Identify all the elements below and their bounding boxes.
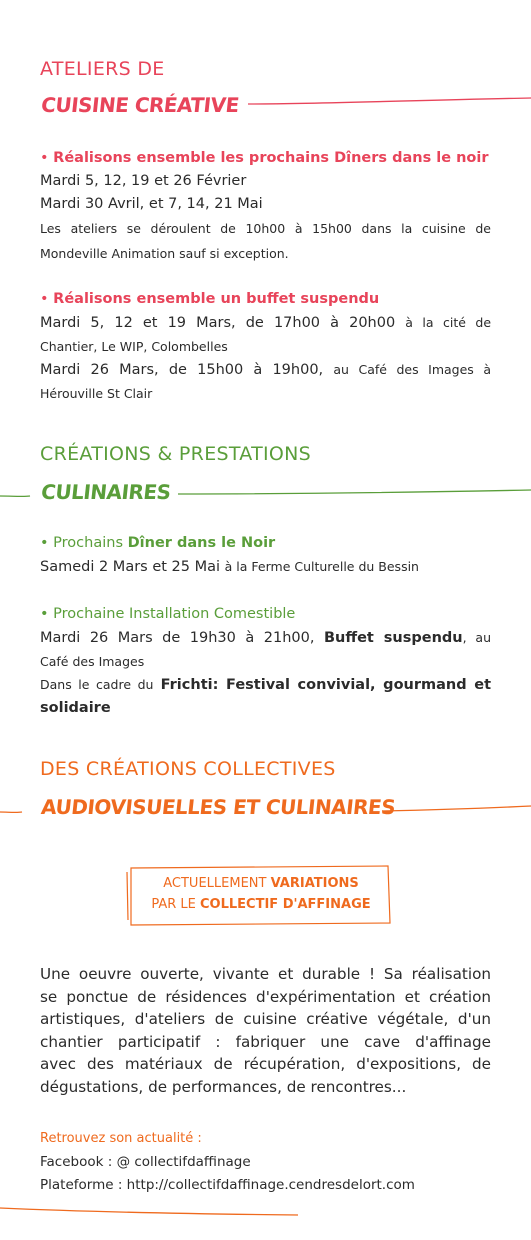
item-heading: Prochaine Installation Comestible xyxy=(53,606,296,622)
bullet: • xyxy=(40,535,49,551)
paragraph-line: avec des matériaux de récupération, d'expositions, de xyxy=(40,1055,491,1073)
section3-kicker: DES CRÉATIONS COLLECTIVES xyxy=(40,758,336,780)
box-text: ACTUELLEMENT xyxy=(163,876,267,891)
date-line: Samedi 2 Mars et 25 Mai xyxy=(40,559,221,575)
section2-kicker: CRÉATIONS & PRESTATIONS xyxy=(40,443,312,465)
facebook-link[interactable]: Facebook : @ collectifdaffinage xyxy=(40,1154,251,1170)
bullet: • xyxy=(40,606,49,622)
paragraph-line: artistiques, d'ateliers de cuisine créative végétale, d'un xyxy=(40,1010,491,1028)
paragraph-line: Une oeuvre ouverte, vivante et durable ! Sa réalisation xyxy=(40,965,491,983)
item-heading: Réalisons ensemble les prochains Dîners dans le noir xyxy=(53,150,489,166)
place-line: Chantier, Le WIP, Colombelles xyxy=(40,339,228,354)
context-text: Dans le cadre du xyxy=(40,677,154,692)
place-text: à la Ferme Culturelle du Bessin xyxy=(224,559,419,574)
date-line: Mardi 30 Avril, et 7, 14, 21 Mai xyxy=(40,196,263,212)
bullet: • xyxy=(40,291,49,307)
paragraph-line: dégustations, de performances, de rencontres... xyxy=(40,1077,407,1096)
place-text: , au xyxy=(462,630,492,645)
date-line: Mardi 5, 12 et 19 Mars, de 17h00 à 20h00 xyxy=(40,315,396,331)
info-line: Mondeville Animation sauf si exception. xyxy=(40,246,289,261)
item-heading-prefix: Prochains xyxy=(53,535,123,551)
box-text-bold: VARIATIONS xyxy=(270,876,359,891)
paragraph-line: chantier participatif : fabriquer une cave d'affinage xyxy=(40,1032,491,1051)
follow-label: Retrouvez son actualité : xyxy=(40,1131,202,1146)
place-text: à la cité de xyxy=(405,315,492,330)
place-line: Café des Images xyxy=(40,654,145,669)
section1-kicker: ATELIERS DE xyxy=(40,58,165,80)
date-line: Mardi 5, 12, 19 et 26 Février xyxy=(40,173,247,189)
section2-title: CULINAIRES xyxy=(40,480,172,504)
info-line: Les ateliers se déroulent de 10h00 à 15h00 dans la cuisine de xyxy=(40,221,491,236)
date-line: Mardi 26 Mars, de 15h00 à 19h00, xyxy=(40,362,324,378)
section1-title: CUISINE CRÉATIVE xyxy=(40,93,240,117)
bullet: • xyxy=(40,150,49,166)
festival-name-cont: solidaire xyxy=(40,700,111,716)
item-heading: Réalisons ensemble un buffet suspendu xyxy=(53,291,380,307)
platform-link[interactable]: Plateforme : http://collectifdaffinage.cendresdelort.com xyxy=(40,1177,415,1193)
place-text: au Café des Images à xyxy=(333,362,492,377)
item-heading: Dîner dans le Noir xyxy=(127,535,276,551)
box-text: PAR LE xyxy=(151,897,196,912)
place-line: Hérouville St Clair xyxy=(40,386,153,401)
festival-name: Frichti: Festival convivial, gourmand et xyxy=(160,677,492,693)
box-text-bold: COLLECTIF D'AFFINAGE xyxy=(200,897,371,912)
section3-title: AUDIOVISUELLES ET CULINAIRES xyxy=(40,795,397,819)
date-line: Mardi 26 Mars de 19h30 à 21h00, xyxy=(40,630,315,646)
event-name: Buffet suspendu xyxy=(323,630,463,646)
paragraph-line: se ponctue de résidences d'expérimentation et création xyxy=(40,987,491,1006)
